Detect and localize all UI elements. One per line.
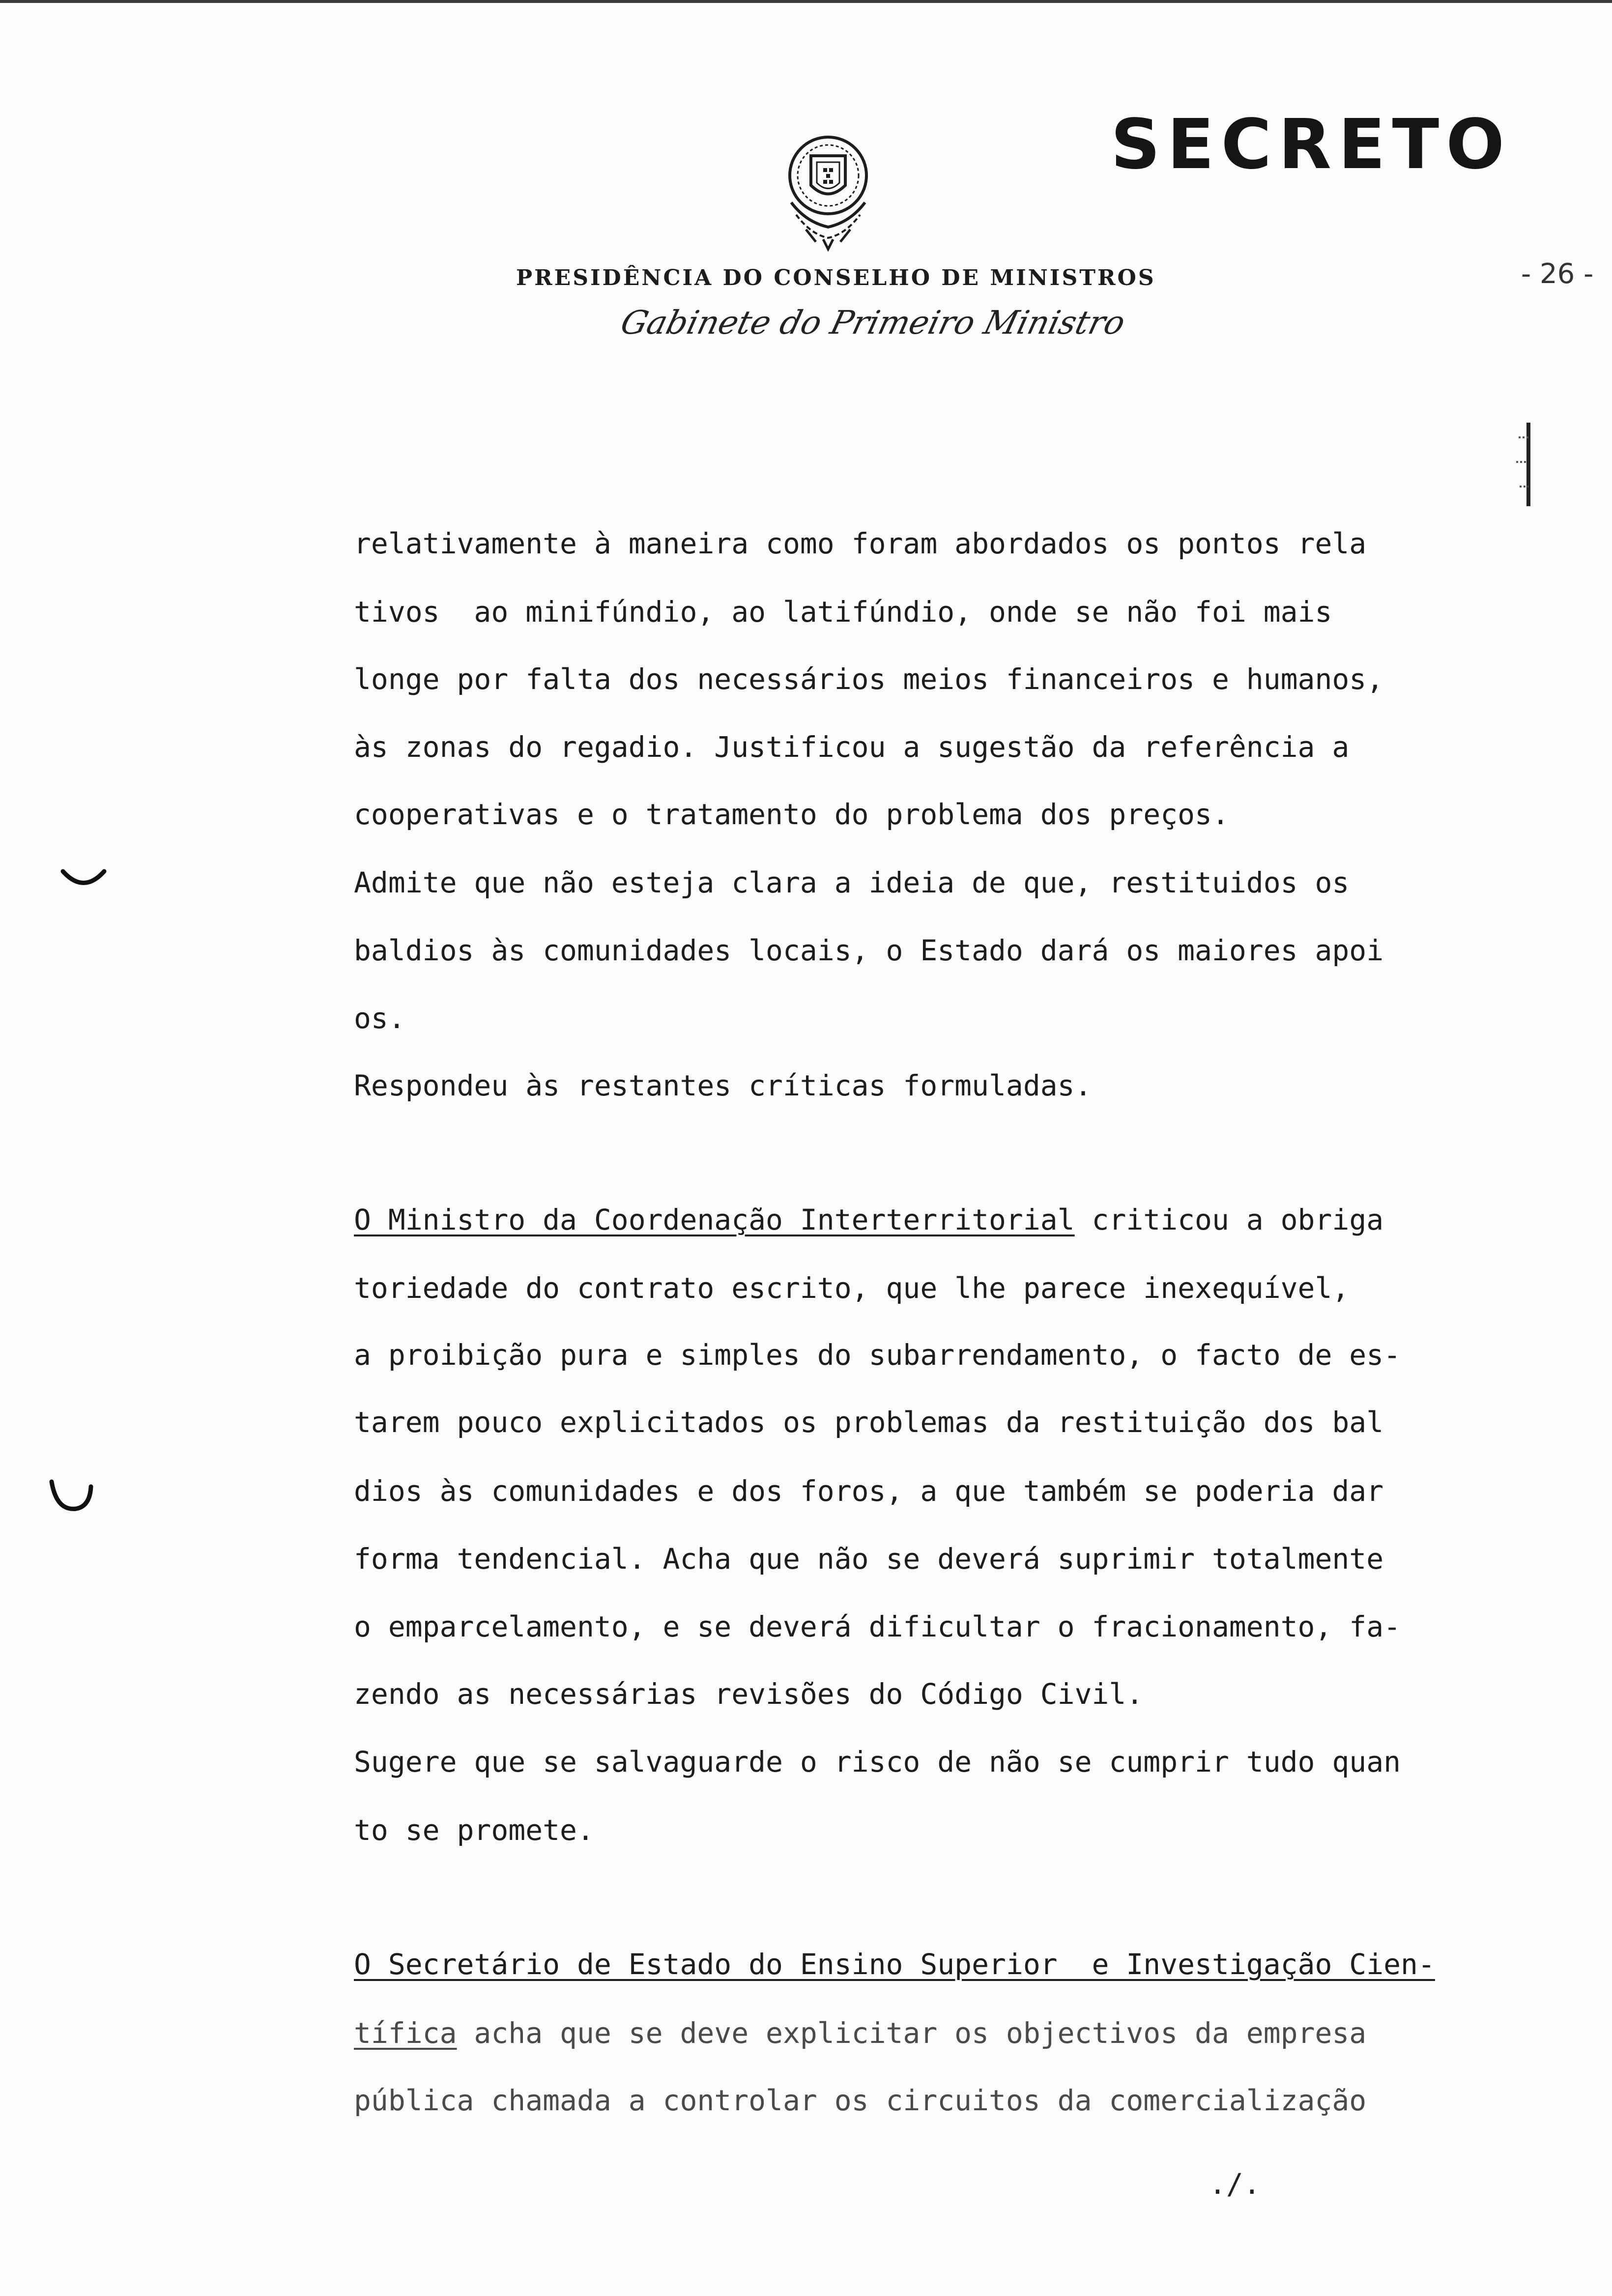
margin-bracket-icon	[1509, 418, 1538, 511]
paragraph-1-line-3: longe por falta dos necessários meios financeiros e humanos,	[354, 662, 1384, 696]
paragraph-1-line-2: tivos ao minifúndio, ao latifúndio, onde se não foi mais	[354, 595, 1332, 629]
paragraph-2-line-2: toriedade do contrato escrito, que lhe parece inexequível,	[354, 1271, 1350, 1305]
paragraph-1-line-6: Admite que não esteja clara a ideia de que, restituidos os	[354, 866, 1350, 899]
paragraph-3-line-3: pública chamada a controlar os circuitos da comercialização	[354, 2084, 1367, 2117]
paragraph-1-line-4: às zonas do regadio. Justificou a sugestão da referência a	[354, 730, 1350, 764]
organization-name: PRESIDÊNCIA DO CONSELHO DE MINISTROS	[516, 265, 1156, 290]
paragraph-2-line-4: tarem pouco explicitados os problemas da restituição dos bal	[354, 1406, 1384, 1439]
speaker-secretary-higher-education-cont: tífica	[354, 2016, 457, 2050]
paragraph-1-line-9: Respondeu às restantes críticas formuladas.	[354, 1069, 1092, 1102]
paragraph-1-line-5: cooperativas e o tratamento do problema dos preços.	[354, 798, 1229, 831]
paragraph-2-line-1	[354, 1205, 1383, 1234]
paragraph-1-line-1: relativamente à maneira como foram abordados os pontos rela	[354, 527, 1367, 560]
paragraph-2-line-3: a proibição pura e simples do subarrendamento, o facto de es-	[354, 1338, 1401, 1372]
secret-stamp: SECRETO	[1111, 105, 1512, 185]
page-number: - 26 -	[1521, 258, 1594, 290]
speaker-minister-coordination: O Ministro da Coordenação Interterritorial	[354, 1203, 1075, 1236]
continuation-mark: ./.	[1209, 2167, 1261, 2201]
top-edge-rule	[0, 0, 1612, 3]
cabinet-signature-line: Gabinete do Primeiro Ministro	[617, 304, 1129, 342]
paragraph-2-line-10: to se promete.	[354, 1813, 594, 1847]
paragraph-2-line-1-rest: criticou a obriga	[1074, 1203, 1384, 1236]
paragraph-2-line-6: forma tendencial. Acha que não se deverá suprimir totalmente	[354, 1542, 1384, 1576]
hole-punch-mark-lower-icon	[47, 1472, 96, 1516]
paragraph-2-line-8: zendo as necessárias revisões do Código Civil.	[354, 1677, 1144, 1711]
paragraph-2-line-5: dios às comunidades e dos foros, a que também se poderia dar	[354, 1474, 1384, 1508]
hole-punch-mark-upper-icon	[59, 867, 108, 892]
paragraph-3-line-1	[354, 1950, 1435, 1979]
paragraph-3-line-2	[354, 2016, 1367, 2050]
paragraph-3-line-2-rest: acha que se deve explicitar os objectivos da empresa	[457, 2016, 1367, 2050]
speaker-secretary-higher-education: O Secretário de Estado do Ensino Superior e Investigação Cien-	[354, 1948, 1435, 1981]
paragraph-1-line-7: baldios às comunidades locais, o Estado dará os maiores apoi	[354, 934, 1384, 967]
paragraph-2-line-7: o emparcelamento, e se deverá dificultar o fracionamento, fa-	[354, 1610, 1401, 1643]
paragraph-2-line-9: Sugere que se salvaguarde o risco de não se cumprir tudo quan	[354, 1745, 1401, 1779]
paragraph-1-line-8: os.	[354, 1002, 405, 1035]
national-emblem-icon	[777, 129, 880, 252]
